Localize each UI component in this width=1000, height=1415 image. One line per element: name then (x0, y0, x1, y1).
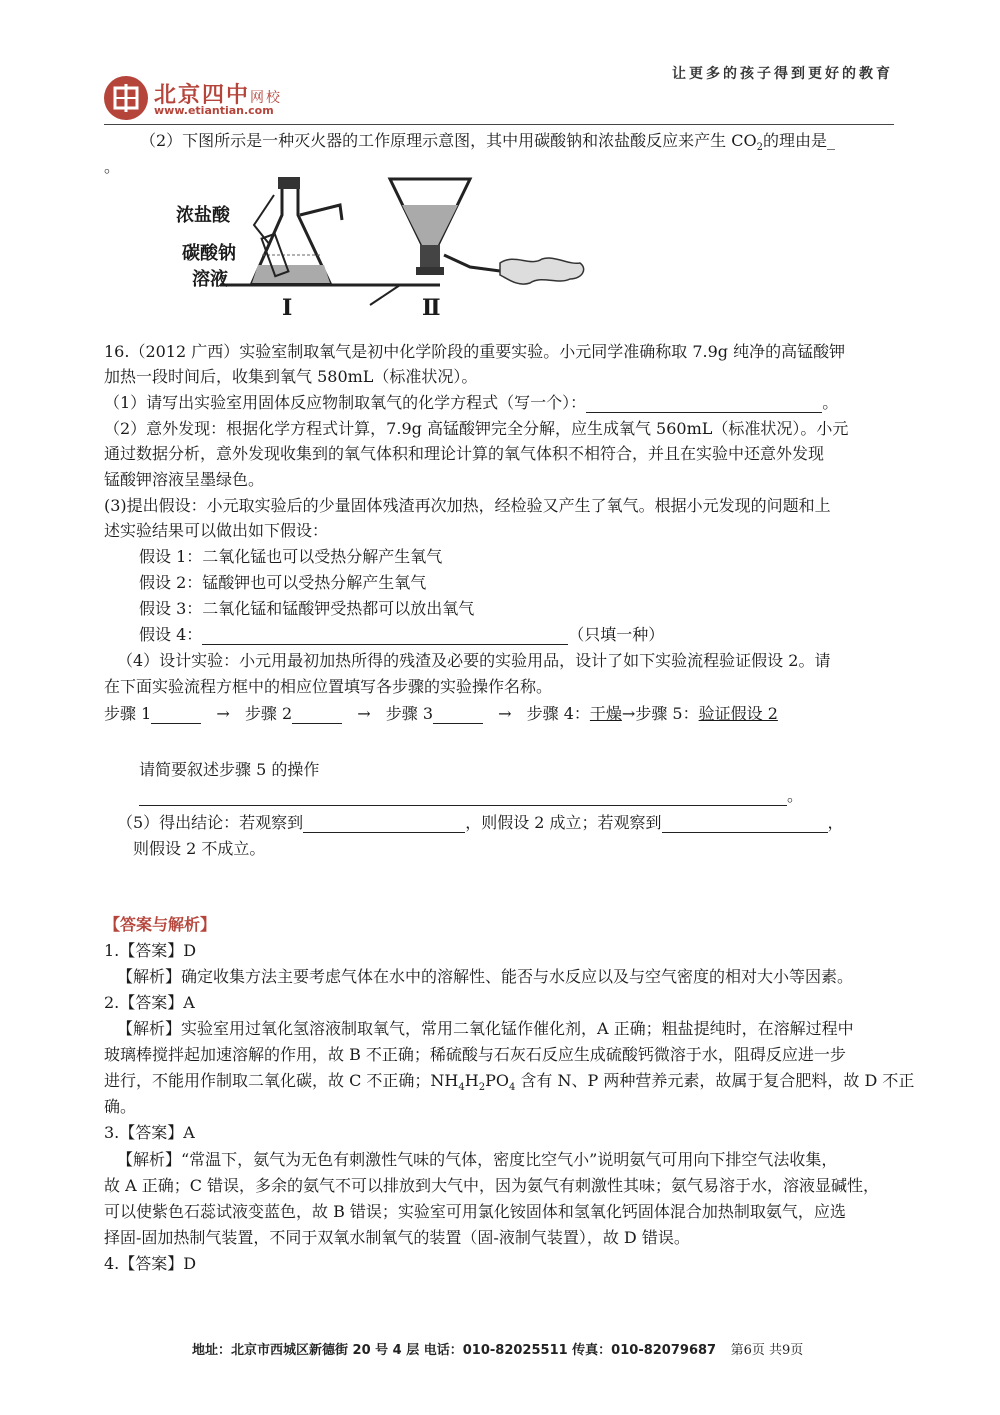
q16-line2: 加热一段时间后，收集到氧气 580mL（标准状况）。 (104, 367, 478, 386)
hypothesis-2: 假设 2：锰酸钾也可以受热分解产生氧气 (139, 573, 427, 592)
hypothesis-4: 假设 4： （只填一种） (139, 625, 665, 644)
q16-part3-line2: 述实验结果可以做出如下假设： (104, 521, 329, 540)
q16-part5: （5）得出结论：若观察到 ，则假设 2 成立；若观察到 ， (117, 813, 844, 832)
answer-blank-conclusion-2[interactable] (662, 816, 828, 833)
hypothesis-1: 假设 1：二氧化锰也可以受热分解产生氧气 (139, 547, 443, 566)
answer-3-exp-line4: 择固-固加热制气装置，不同于双氧水制氧气的装置（固-液制气装置），故 D 错误。 (104, 1228, 690, 1247)
answer-blank-equation[interactable] (586, 396, 822, 413)
answer-1-explanation: 【解析】确定收集方法主要考虑气体在水中的溶解性、能否与水反应以及与空气密度的相对大小等因素。 (117, 967, 854, 986)
answer-2-exp-line2: 玻璃棒搅拌起加速溶解的作用，故 B 不正确；稀硫酸与石灰石反应生成硫酸钙微溶于水，阻碍反应进一步 (104, 1045, 846, 1064)
answer-blank-step5[interactable] (139, 789, 787, 806)
footer-page: 第6页 共9页 (730, 1343, 804, 1358)
q16-part2-line3: 锰酸钾溶液呈墨绿色。 (104, 470, 265, 489)
experiment-steps: 步骤 1 → 步骤 2 → 步骤 3 → 步骤 4：干燥→步骤 5：验证假设 2 (104, 704, 778, 723)
answer-blank-conclusion-1[interactable] (303, 816, 465, 833)
answer-blank-step3[interactable] (433, 707, 483, 724)
header-divider (104, 124, 894, 125)
answer-3-exp-line3: 可以使紫色石蕊试液变蓝色，故 B 错误；实验室可用氯化铵固体和氢氧化钙固体混合加热制取氨气，应选 (104, 1202, 846, 1221)
page-footer (192, 1339, 803, 1358)
q16-part2-line1: （2）意外发现：根据化学方程式计算，7.9g 高锰酸钾完全分解，应生成氧气 560mL（标准状况）。小元 (104, 419, 849, 438)
answers-title: 【答案与解析】 (104, 915, 217, 934)
answer-2: 2.【答案】A (104, 993, 195, 1012)
logo-url: www.etiantian.com (154, 104, 274, 117)
q16-part1: （1）请写出实验室用固体反应物制取氧气的化学方程式（写一个）： 。 (104, 393, 839, 412)
logo-emblem-icon (104, 76, 148, 120)
q16-part3-line1: (3)提出假设：小元取实验后的少量固体残渣再次加热，经检验又产生了氧气。根据小元发现的问题和上 (104, 496, 831, 515)
q16-part5-end: 则假设 2 不成立。 (133, 839, 266, 858)
answer-blank-hypothesis-4[interactable] (202, 628, 568, 645)
q16-part4-line1: （4）设计实验：小元用最初加热所得的残渣及必要的实验用品，设计了如下实验流程验证假设 2。请 (117, 651, 831, 670)
answer-3: 3.【答案】A (104, 1123, 195, 1142)
q16-part2-line2: 通过数据分析，意外发现收集到的氧气体积和理论计算的氧气体积不相符合，并且在实验中还意外发现 (104, 444, 825, 463)
answer-2-exp-line1: 【解析】实验室用过氧化氢溶液制取氧气，常用二氧化锰作催化剂，A 正确；粗盐提纯时，在溶解过程中 (117, 1019, 854, 1038)
answer-1: 1.【答案】D (104, 941, 197, 960)
answer-blank-step1[interactable] (151, 707, 201, 724)
label-apparatus-2: Ⅱ (422, 295, 441, 321)
step5-answer-line: 。 (139, 786, 803, 806)
q16-line1: 16.（2012 广西）实验室制取氧气是初中化学阶段的重要实验。小元同学准确称取 7.9g 纯净的高锰酸钾 (104, 342, 846, 361)
answer-3-exp-line1: 【解析】“常温下，氨气为无色有刺激性气味的气体，密度比空气小”说明氨气可用向下排空气法收集， (117, 1150, 838, 1169)
answer-4: 4.【答案】D (104, 1254, 197, 1273)
answer-2-exp-line4: 确。 (104, 1097, 137, 1116)
step5-prompt: 请简要叙述步骤 5 的操作 (139, 760, 320, 779)
q15-2-text: （2）下图所示是一种灭火器的工作原理示意图，其中用碳酸钠和浓盐酸反应来产生 $CO_2$的理由是_ (140, 131, 836, 154)
logo-emblem (104, 76, 148, 120)
footer-address: 地址：北京市西城区新德街 20 号 4 层 电话：010-82025511 传真：010-82079687 (192, 1343, 717, 1358)
label-apparatus-1: Ⅰ (282, 295, 293, 321)
logo-name: 北京四中网校 (154, 83, 283, 108)
answer-2-exp-line3: 进行，不能用作制取二氧化碳，故 C 不正确；$NH_4H_2PO_4$ 含有 N、P 两种营养元素，故属于复合肥料，故 D 不正 (104, 1071, 915, 1094)
answer-3-exp-line2: 故 A 正确；C 错误，多余的氨气不可以排放到大气中，因为氨气有刺激性其味；氨气易溶于水，溶液显碱性， (104, 1176, 880, 1195)
q16-part4-line2: 在下面实验流程方框中的相应位置填写各步骤的实验操作名称。 (104, 677, 553, 696)
header-slogan: 让更多的孩子得到更好的教育 (672, 66, 893, 82)
label-solution: 溶液 (192, 269, 228, 290)
q15-2-end: 。 (104, 157, 121, 176)
label-na2co3: 碳酸钠 (182, 243, 236, 264)
label-hcl: 浓盐酸 (176, 205, 230, 226)
hypothesis-3: 假设 3：二氧化锰和锰酸钾受热都可以放出氧气 (139, 599, 475, 618)
extinguisher-figure (170, 175, 600, 325)
answer-blank-step2[interactable] (292, 707, 342, 724)
